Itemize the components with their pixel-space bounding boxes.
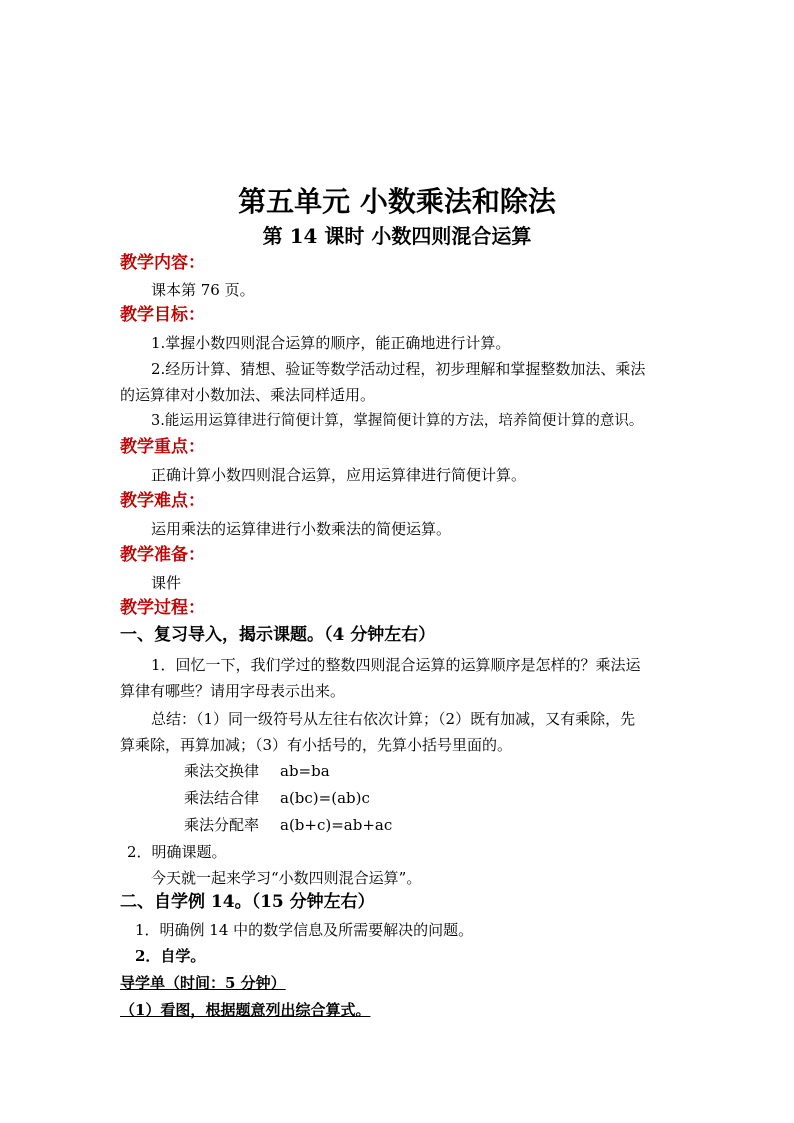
law-formula: a(bc)=(ab)c [280, 789, 370, 807]
content-heading: 教学内容： [120, 253, 205, 273]
difficult-text: 运用乘法的运算律进行小数乘法的简便运算。 [151, 520, 452, 538]
page-title: 第五单元 小数乘法和除法 [238, 185, 556, 218]
lesson-subtitle: 第 14 课时 小数四则混合运算 [262, 224, 532, 248]
law-associative [184, 788, 370, 808]
part1-item2: 2．明确课题。 [127, 843, 227, 861]
guide-item1: （1）看图，根据题意列出综合算式。 [120, 1001, 371, 1019]
goal-2a: 2.经历计算、猜想、验证等数学活动过程，初步理解和掌握整数加法、乘法 [151, 360, 646, 378]
part1-heading: 一、复习导入，揭示课题。（4 分钟左右） [120, 625, 436, 645]
guide-heading: 导学单（时间：5 分钟） [120, 974, 286, 992]
part1-item2-text: 今天就一起来学习“小数四则混合运算”。 [151, 869, 422, 887]
law-commutative [184, 761, 330, 781]
part1-q1b: 算律有哪些？请用字母表示出来。 [120, 682, 346, 700]
part2-item2: 2．自学。 [135, 947, 206, 965]
part1-summary-a: 总结：（1）同一级符号从左往右依次计算；（2）既有加减，又有乘除，先 [151, 710, 636, 728]
content-text: 课本第 76 页。 [151, 281, 255, 299]
goal-3: 3.能运用运算律进行简便计算，掌握简便计算的方法，培养简便计算的意识。 [151, 413, 644, 429]
goals-heading: 教学目标： [120, 305, 205, 325]
law-distributive [184, 815, 392, 835]
law-formula: ab=ba [280, 762, 330, 780]
key-text: 正确计算小数四则混合运算，应用运算律进行简便计算。 [151, 466, 527, 484]
law-name: 乘法交换律 [184, 762, 260, 780]
goal-2b: 的运算律对小数加法、乘法同样适用。 [120, 386, 376, 404]
law-formula: a(b+c)=ab+ac [280, 816, 393, 834]
process-heading: 教学过程： [120, 598, 205, 618]
law-name: 乘法分配率 [184, 816, 260, 834]
prep-text: 课件 [151, 574, 182, 592]
part2-heading: 二、自学例 14。（15 分钟左右） [120, 892, 375, 912]
difficult-heading: 教学难点： [120, 491, 205, 511]
law-name: 乘法结合律 [184, 789, 260, 807]
part2-item1: 1．明确例 14 中的数学信息及所需要解决的问题。 [135, 921, 474, 939]
prep-heading: 教学准备： [120, 545, 205, 565]
goal-1: 1.掌握小数四则混合运算的顺序，能正确地进行计算。 [151, 334, 511, 352]
key-heading: 教学重点： [120, 437, 205, 457]
part1-q1a: 1．回忆一下，我们学过的整数四则混合运算的运算顺序是怎样的？乘法运 [151, 656, 641, 674]
part1-summary-b: 算乘除，再算加减；（3）有小括号的，先算小括号里面的。 [120, 736, 513, 754]
